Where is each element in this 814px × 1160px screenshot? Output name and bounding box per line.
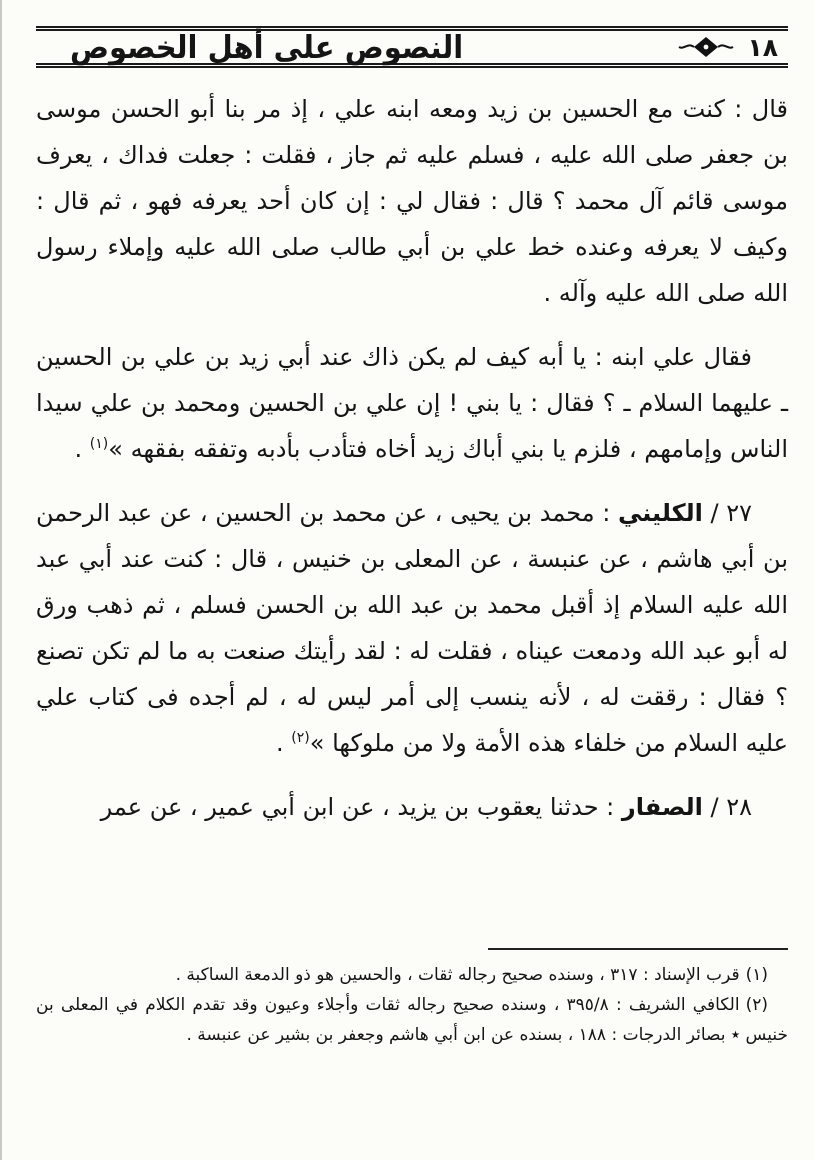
- header-ornament-icon: [677, 35, 735, 59]
- paragraph-text: قال : كنت مع الحسين بن زيد ومعه ابنه علي ، إذ مر بنا أبو الحسن موسى بن جعفر صلى الله عليه ، فسلم عليه ثم جاز ، فقلت : جعلت فداك ، يعرف موسى قائم آل محمد ؟ قال : فقال لي : إن كان أحد يعرفه فهو ، ثم قال : وكيف لا يعرفه وعنده خط علي بن أبي طالب صلى الله عليه وإملاء رسول الله صلى الله عليه وآله .: [36, 95, 788, 307]
- source-author-name: الكليني: [617, 499, 703, 527]
- hadith-number: ٢٧ /: [702, 499, 752, 527]
- source-author-name: الصفار: [621, 793, 703, 821]
- paragraph-text: فقال علي ابنه : يا أبه كيف لم يكن ذاك عند أبي زيد بن علي بن الحسين ـ عليهما السلام ـ ؟ فقال : يا بني ! إن علي بن الحسين ومحمد بن علي سيدا الناس وإمامهم ، فلزم يا بني أباك زيد أخاه فتأدب بأدبه وتفقه بفقهه »: [36, 343, 788, 463]
- footnote: [36, 990, 788, 1050]
- paragraph: [36, 334, 788, 472]
- footnote-marker: (١): [745, 965, 768, 985]
- footnote-ref-2: (٢): [291, 730, 310, 746]
- footnote: [36, 960, 788, 990]
- footnote-text: قرب الإسناد : ٣١٧ ، وسنده صحيح رجاله ثقات ، والحسين هو ذو الدمعة الساكبة .: [175, 965, 740, 985]
- paragraph-tail: .: [74, 435, 90, 463]
- footnote-ref-1: (١): [89, 436, 109, 452]
- footnote-separator: [488, 948, 788, 950]
- paragraph: [36, 86, 788, 316]
- page-body: [36, 86, 788, 830]
- paragraph-text: : محمد بن يحيى ، عن محمد بن الحسين ، عن عبد الرحمن بن أبي هاشم ، عن عنبسة ، عن المعلى بن خنيس ، قال : كنت عند أبي عبد الله عليه السلام إذ أقبل محمد بن عبد الله بن الحسن فسلم ، ثم ذهب ورق له أبو عبد الله ودمعت عيناه ، فقلت له : لقد رأيتك صنعت به ما لم تكن تصنع ؟ فقال : رققت له ، لأنه ينسب إلى أمر ليس له ، لم أجده فى كتاب علي عليه السلام من خلفاء هذه الأمة ولا من ملوكها »: [36, 499, 788, 757]
- paragraph-tail: .: [276, 729, 292, 757]
- paragraph: [36, 490, 788, 766]
- footnotes-section: [36, 948, 788, 1050]
- paragraph: [36, 784, 788, 830]
- paragraph-text: : حدثنا يعقوب بن يزيد ، عن ابن أبي عمير ، عن عمر: [100, 793, 622, 821]
- page-header: [36, 26, 788, 68]
- page-number: ١٨: [747, 32, 778, 62]
- footnote-text: الكافي الشريف : ٣٩٥/٨ ، وسنده صحيح رجاله ثقات وأجلاء وعيون وقد تقدم الكلام في المعلى بن خنيس ٭ بصائر الدرجات : ١٨٨ ، بسنده عن ابن أبي هاشم وجعفر بن بشير عن عنبسة .: [36, 995, 788, 1045]
- hadith-number: ٢٨ /: [702, 793, 752, 821]
- book-title-calligraphy: النصوص على أهل الخصوص: [70, 28, 464, 66]
- footnote-marker: (٢): [745, 995, 768, 1015]
